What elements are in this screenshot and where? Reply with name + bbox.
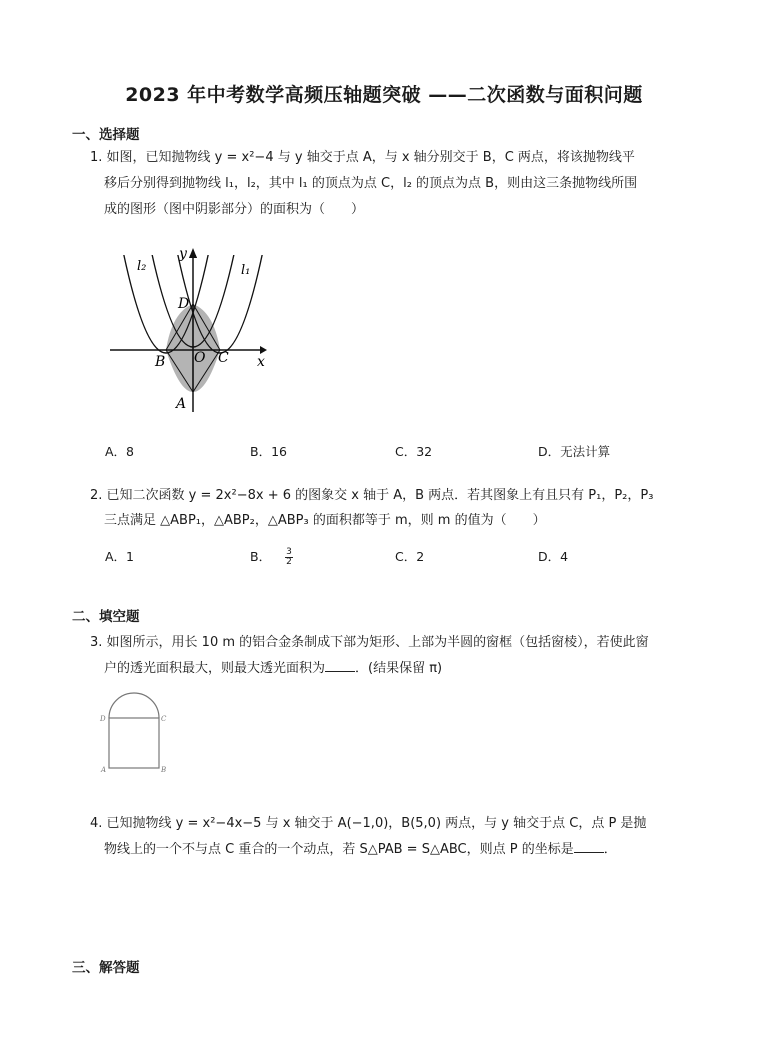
q2-option-b-label: B．	[250, 549, 272, 564]
q3-text-2a: 户的透光面积最大，则最大透光面积为	[104, 661, 326, 676]
q3-line-2	[104, 659, 442, 678]
fig-label-B: B	[155, 354, 166, 370]
fig-label-D: D	[178, 296, 190, 312]
q1-option-c[interactable]: C．32	[395, 444, 433, 459]
q1-option-b[interactable]: B．16	[250, 444, 287, 459]
q1-option-d[interactable]: D．无法计算	[538, 444, 611, 459]
q4-line-2	[104, 840, 617, 859]
fig-label-l1: l₁	[241, 263, 251, 278]
q1-text-1: 如图，已知抛物线 y = x²−4 与 y 轴交于点 A，与 x 轴分别交于 B，C 两点，将该抛物线平	[106, 150, 635, 165]
page-title: 2023 年中考数学高频压轴题突破 ——二次函数与面积问题	[125, 84, 643, 106]
q2-option-c[interactable]: C．2	[395, 549, 425, 564]
q3-answer-blank[interactable]	[325, 659, 355, 672]
q2-option-b-numerator: 3	[286, 547, 292, 557]
q4-line-1	[90, 814, 646, 833]
q2-option-d[interactable]: D．4	[538, 549, 569, 564]
fig-label-y: y	[179, 246, 187, 262]
fig-label-O: O	[194, 350, 206, 366]
window-rect	[109, 718, 159, 768]
section-heading-choice: 一、选择题	[72, 127, 140, 143]
q2-option-b-denominator: 2	[286, 557, 292, 567]
fig-label-A: A	[176, 396, 187, 412]
q1-text-3: 成的图形（图中阴影部分）的面积为（ ）	[104, 202, 365, 217]
q1-number: 1.	[90, 150, 103, 165]
q3-text-1: 如图所示，用长 10 m 的铝合金条制成下部为矩形、上部为半圆的窗框（包括窗棱），若使此窗	[106, 635, 649, 650]
q2-option-a[interactable]: A．1	[105, 549, 135, 564]
q1-option-a[interactable]: A．8	[105, 444, 135, 459]
section-heading-answer: 三、解答题	[72, 960, 140, 976]
q2-text-1: 已知二次函数 y = 2x²−8x + 6 的图象交 x 轴于 A，B 两点．若其图象上有且只有 P₁，P₂，P₃	[106, 488, 654, 503]
window-label-A: A	[101, 766, 107, 774]
section-heading-fill: 二、填空题	[72, 609, 140, 625]
q3-line-1	[90, 633, 649, 652]
fig-label-l2: l₂	[137, 259, 147, 274]
q1-text-2: 移后分别得到抛物线 l₁，l₂，其中 l₁ 的顶点为点 C，l₂ 的顶点为点 B，则由这三条抛物线所围	[104, 176, 638, 191]
q4-number: 4.	[90, 816, 103, 831]
q2-option-b-fraction	[285, 548, 293, 567]
q4-text-2b: ．	[603, 842, 617, 857]
q4-answer-blank[interactable]	[574, 840, 604, 853]
q4-text-1: 已知抛物线 y = x²−4x−5 与 x 轴交于 A(−1,0)，B(5,0) 两点，与 y 轴交于点 C，点 P 是抛	[106, 816, 647, 831]
q2-option-b[interactable]	[250, 547, 293, 567]
q2-number: 2.	[90, 488, 103, 503]
q3-window-figure	[98, 688, 170, 774]
fig-label-x: x	[257, 354, 265, 370]
window-arch	[109, 693, 159, 718]
q1-parabola-figure	[105, 240, 285, 415]
q2-line-1	[90, 486, 653, 505]
q2-text-2: 三点满足 △ABP₁，△ABP₂，△ABP₃ 的面积都等于 m，则 m 的值为（ ）	[104, 513, 546, 528]
fig-label-C: C	[218, 350, 229, 366]
q4-text-2a: 物线上的一个不与点 C 重合的一个动点，若 S△PAB = S△ABC，则点 P 的坐标是	[104, 842, 574, 857]
q1-line-1	[90, 148, 635, 167]
window-label-C: C	[161, 715, 167, 723]
window-label-D: D	[100, 715, 106, 723]
window-label-B: B	[161, 766, 167, 774]
q3-number: 3.	[90, 635, 103, 650]
q3-text-2b: ．(结果保留 π)	[355, 661, 443, 676]
